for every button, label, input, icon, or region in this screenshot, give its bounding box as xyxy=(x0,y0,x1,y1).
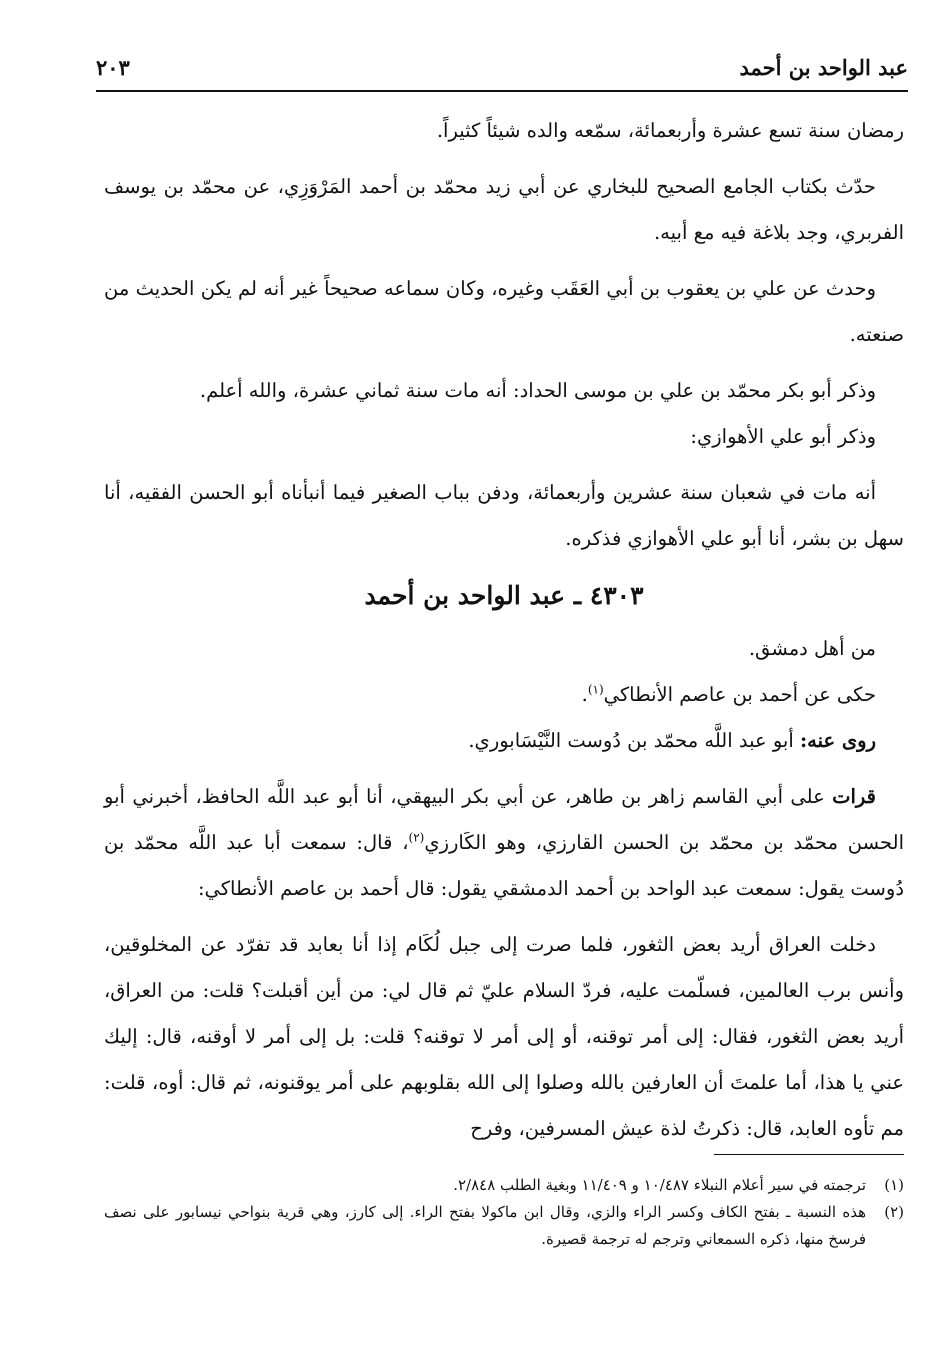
narrators-text: أبو عبد اللَّه محمّد بن دُوست النَّيْسَابوري. xyxy=(468,729,800,752)
footnote-text: ترجمته في سير أعلام النبلاء ١٠/٤٨٧ و ١١/٤٠٩ وبغية الطلب ٢/٨٤٨. xyxy=(453,1176,866,1194)
paragraph: رمضان سنة تسع عشرة وأربعمائة، سمّعه والده شيئاً كثيراً. xyxy=(436,119,904,142)
running-title: عبد الواحد بن أحمد xyxy=(739,54,908,80)
entry-story: دخلت العراق أريد بعض الثغور، فلما صرت إلى جبل لُكَام إذا أنا بعابد قد تفرّد عن المخلوقين، وأنس برب العالمين، فسلّمت عليه، فردّ السلام عليّ ثم قال لي: من أين أقبلت؟ قلت: من العراق، أريد بعض الثغور، فقال: إلى أمر توقنه، أو إلى أمر لا توقنه؟ قلت: بل إلى أمر لا أوقنه، قال: إليك عني يا هذا، أما علمتَ أن العارفين بالله وصلوا إلى الله بقلوبهم على أمر يوقنونه، ثم قال: أوه، قلت: مم تأوه العابد، قال: ذكرتُ لذة عيش المسرفين، وفرح xyxy=(104,933,904,1140)
page-header xyxy=(96,44,908,92)
footnote-text: هذه النسبة ـ بفتح الكاف وكسر الراء والزي، وقال ابن ماكولا بفتح الراء. إلى كارز، وهي قرية بنواحي نيسابور على نصف فرسخ منها، ذكره السمعاني وترجم له ترجمة قصيرة. xyxy=(104,1203,866,1248)
isnad-lead: قرات xyxy=(832,785,876,808)
footnote-mark: (٢) xyxy=(884,1203,904,1221)
entry-narrators xyxy=(104,718,904,764)
narrated-from-end: . xyxy=(581,683,588,706)
entry-isnad xyxy=(104,774,904,912)
isnad-text-2: ، قال: سمعت أبا عبد اللَّه محمّد بن دُوست يقول: سمعت عبد الواحد بن أحمد الدمشقي يقول: قال أحمد بن عاصم الأنطاكي: xyxy=(104,831,904,900)
footnote-ref[interactable]: (٢) xyxy=(408,830,425,845)
paragraph: حدّث بكتاب الجامع الصحيح للبخاري عن أبي زيد محمّد بن أحمد المَرْوَزِي، عن محمّد بن يوسف الفربري، وجد بلاغة فيه مع أبيه. xyxy=(104,175,904,244)
footnote xyxy=(104,1199,904,1253)
entry-origin: من أهل دمشق. xyxy=(748,637,876,660)
footnotes xyxy=(104,1172,904,1253)
main-text xyxy=(104,108,904,1152)
isnad-text-1: على أبي القاسم زاهر بن طاهر، عن أبي بكر البيهقي، أنا أبو عبد اللَّه الحافظ، أخبرني أبو الحسن محمّد بن محمّد بن الحسن القارزي، وهو الكَارزي xyxy=(104,785,904,854)
footnote xyxy=(104,1172,904,1199)
narrated-from-text: حكى عن أحمد بن عاصم الأنطاكي xyxy=(603,683,876,706)
footnote-divider xyxy=(714,1154,904,1155)
footnote-mark: (١) xyxy=(884,1176,904,1194)
footnote-ref[interactable]: (١) xyxy=(587,682,604,697)
entry-narrated-from xyxy=(104,672,904,718)
page-number: ٢٠٣ xyxy=(96,54,130,80)
paragraph: وذكر أبو بكر محمّد بن علي بن موسى الحداد: أنه مات سنة ثماني عشرة، والله أعلم. xyxy=(199,379,876,402)
paragraph: وذكر أبو علي الأهوازي: xyxy=(690,425,876,448)
narrators-lead: روى عنه: xyxy=(799,729,876,752)
paragraph: وحدث عن علي بن يعقوب بن أبي العَقَب وغيره، وكان سماعه صحيحاً غير أنه لم يكن الحديث من صنعته. xyxy=(104,277,904,346)
entry-title: ٤٣٠٣ ـ عبد الواحد بن أحمد xyxy=(364,581,644,610)
paragraph: أنه مات في شعبان سنة عشرين وأربعمائة، ودفن بباب الصغير فيما أنبأناه أبو الحسن الفقيه، أنا سهل بن بشر، أنا أبو علي الأهوازي فذكره. xyxy=(104,481,904,550)
